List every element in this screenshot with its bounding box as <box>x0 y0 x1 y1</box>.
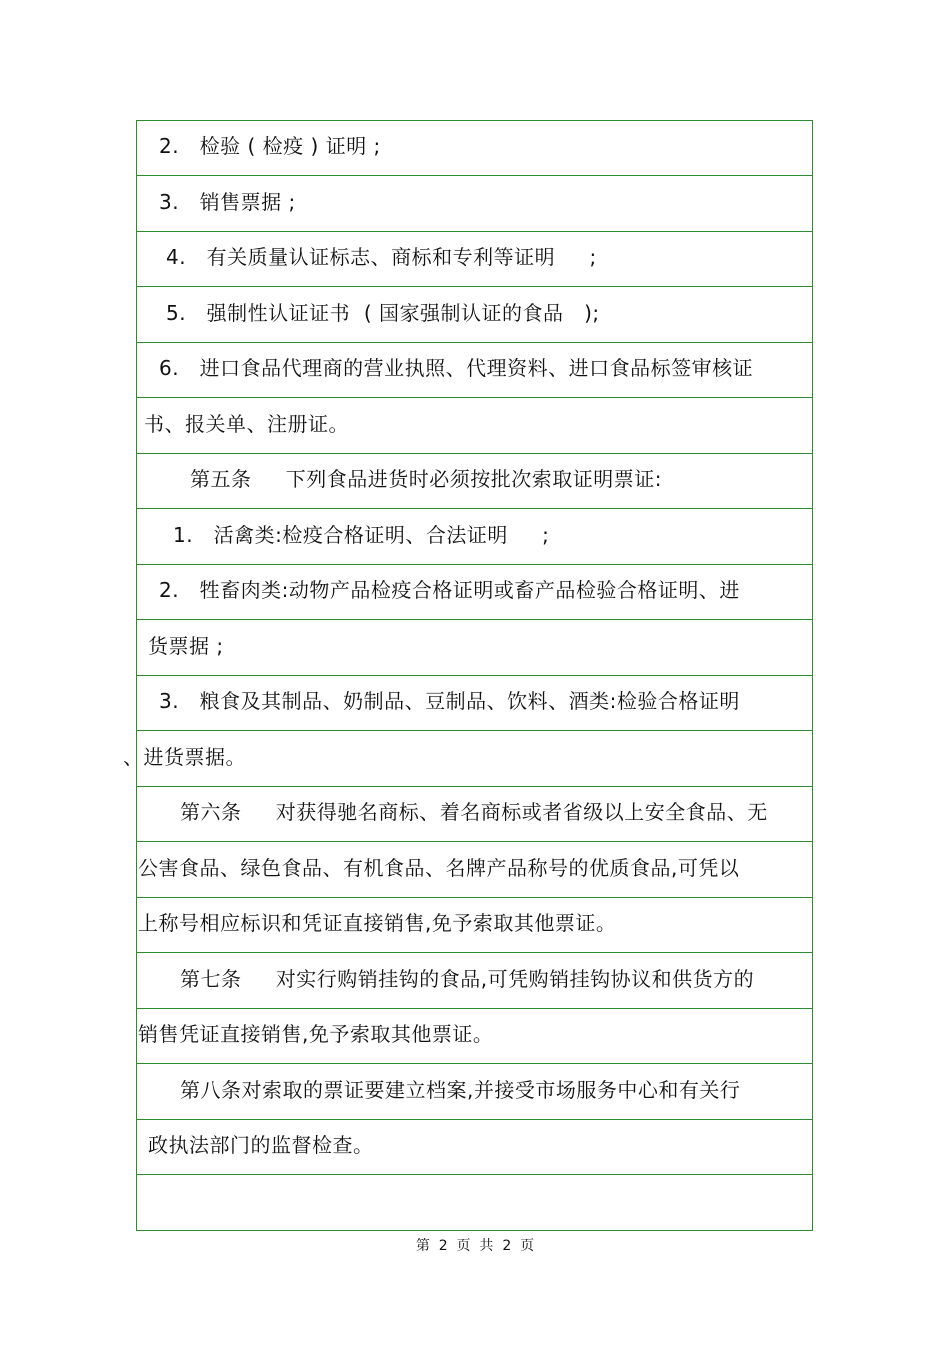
row-text: 、进货票据。 <box>123 744 246 769</box>
table-row <box>137 454 812 509</box>
table-row <box>137 898 812 953</box>
table-row <box>137 510 812 565</box>
table-row <box>123 732 812 787</box>
table-row <box>137 399 812 454</box>
table-row <box>137 1009 812 1064</box>
table-row <box>137 621 812 676</box>
row-text: 书、报关单、注册证。 <box>144 411 349 436</box>
row-text: 第八条对索取的票证要建立档案,并接受市场服务中心和有关行 <box>180 1077 741 1102</box>
row-text: 第七条 对实行购销挂钩的食品,可凭购销挂钩协议和供货方的 <box>180 966 755 991</box>
row-text: 3. 粮食及其制品、奶制品、豆制品、饮料、酒类:检验合格证明 <box>159 689 740 713</box>
page-footer: 第 2 页 共 2 页 <box>415 1238 535 1254</box>
table-row <box>137 177 812 232</box>
table-row <box>137 954 812 1009</box>
table-row <box>137 1176 812 1231</box>
row-text: 2. 牲畜肉类:动物产品检疫合格证明或畜产品检验合格证明、进 <box>159 578 740 602</box>
row-text: 货票据 ; <box>148 633 224 658</box>
row-text: 销售凭证直接销售,免予索取其他票证。 <box>138 1022 494 1046</box>
table-row <box>137 288 812 343</box>
table-row <box>137 1065 812 1120</box>
table-row <box>137 343 812 398</box>
row-text: 2. 检验 ( 检疫 ) 证明 ; <box>159 134 381 158</box>
row-text: 3. 销售票据 ; <box>159 189 296 214</box>
row-text: 5. 强制性认证证书 ( 国家强制认证的食品 ); <box>166 300 600 325</box>
table-row <box>137 565 812 620</box>
document-table <box>123 120 813 1231</box>
table-row <box>137 676 812 731</box>
table-row <box>137 843 812 898</box>
row-text: 第六条 对获得驰名商标、着名商标或者省级以上安全食品、无 <box>180 800 768 824</box>
table-row <box>137 1120 812 1175</box>
row-text: 上称号相应标识和凭证直接销售,免予索取其他票证。 <box>138 911 617 935</box>
row-text: 4. 有关质量认证标志、商标和专利等证明 ; <box>166 245 597 269</box>
row-text: 公害食品、绿色食品、有机食品、名牌产品称号的优质食品,可凭以 <box>138 855 740 880</box>
row-text: 政执法部门的监督检查。 <box>148 1133 374 1157</box>
table-row <box>137 121 812 176</box>
row-text: 6. 进口食品代理商的营业执照、代理资料、进口食品标签审核证 <box>159 356 754 380</box>
row-text: 1. 活禽类:检疫合格证明、合法证明 ; <box>173 522 550 547</box>
table-row <box>137 787 812 842</box>
table-row <box>137 232 812 287</box>
row-text: 第五条 下列食品进货时必须按批次索取证明票证: <box>190 467 663 491</box>
